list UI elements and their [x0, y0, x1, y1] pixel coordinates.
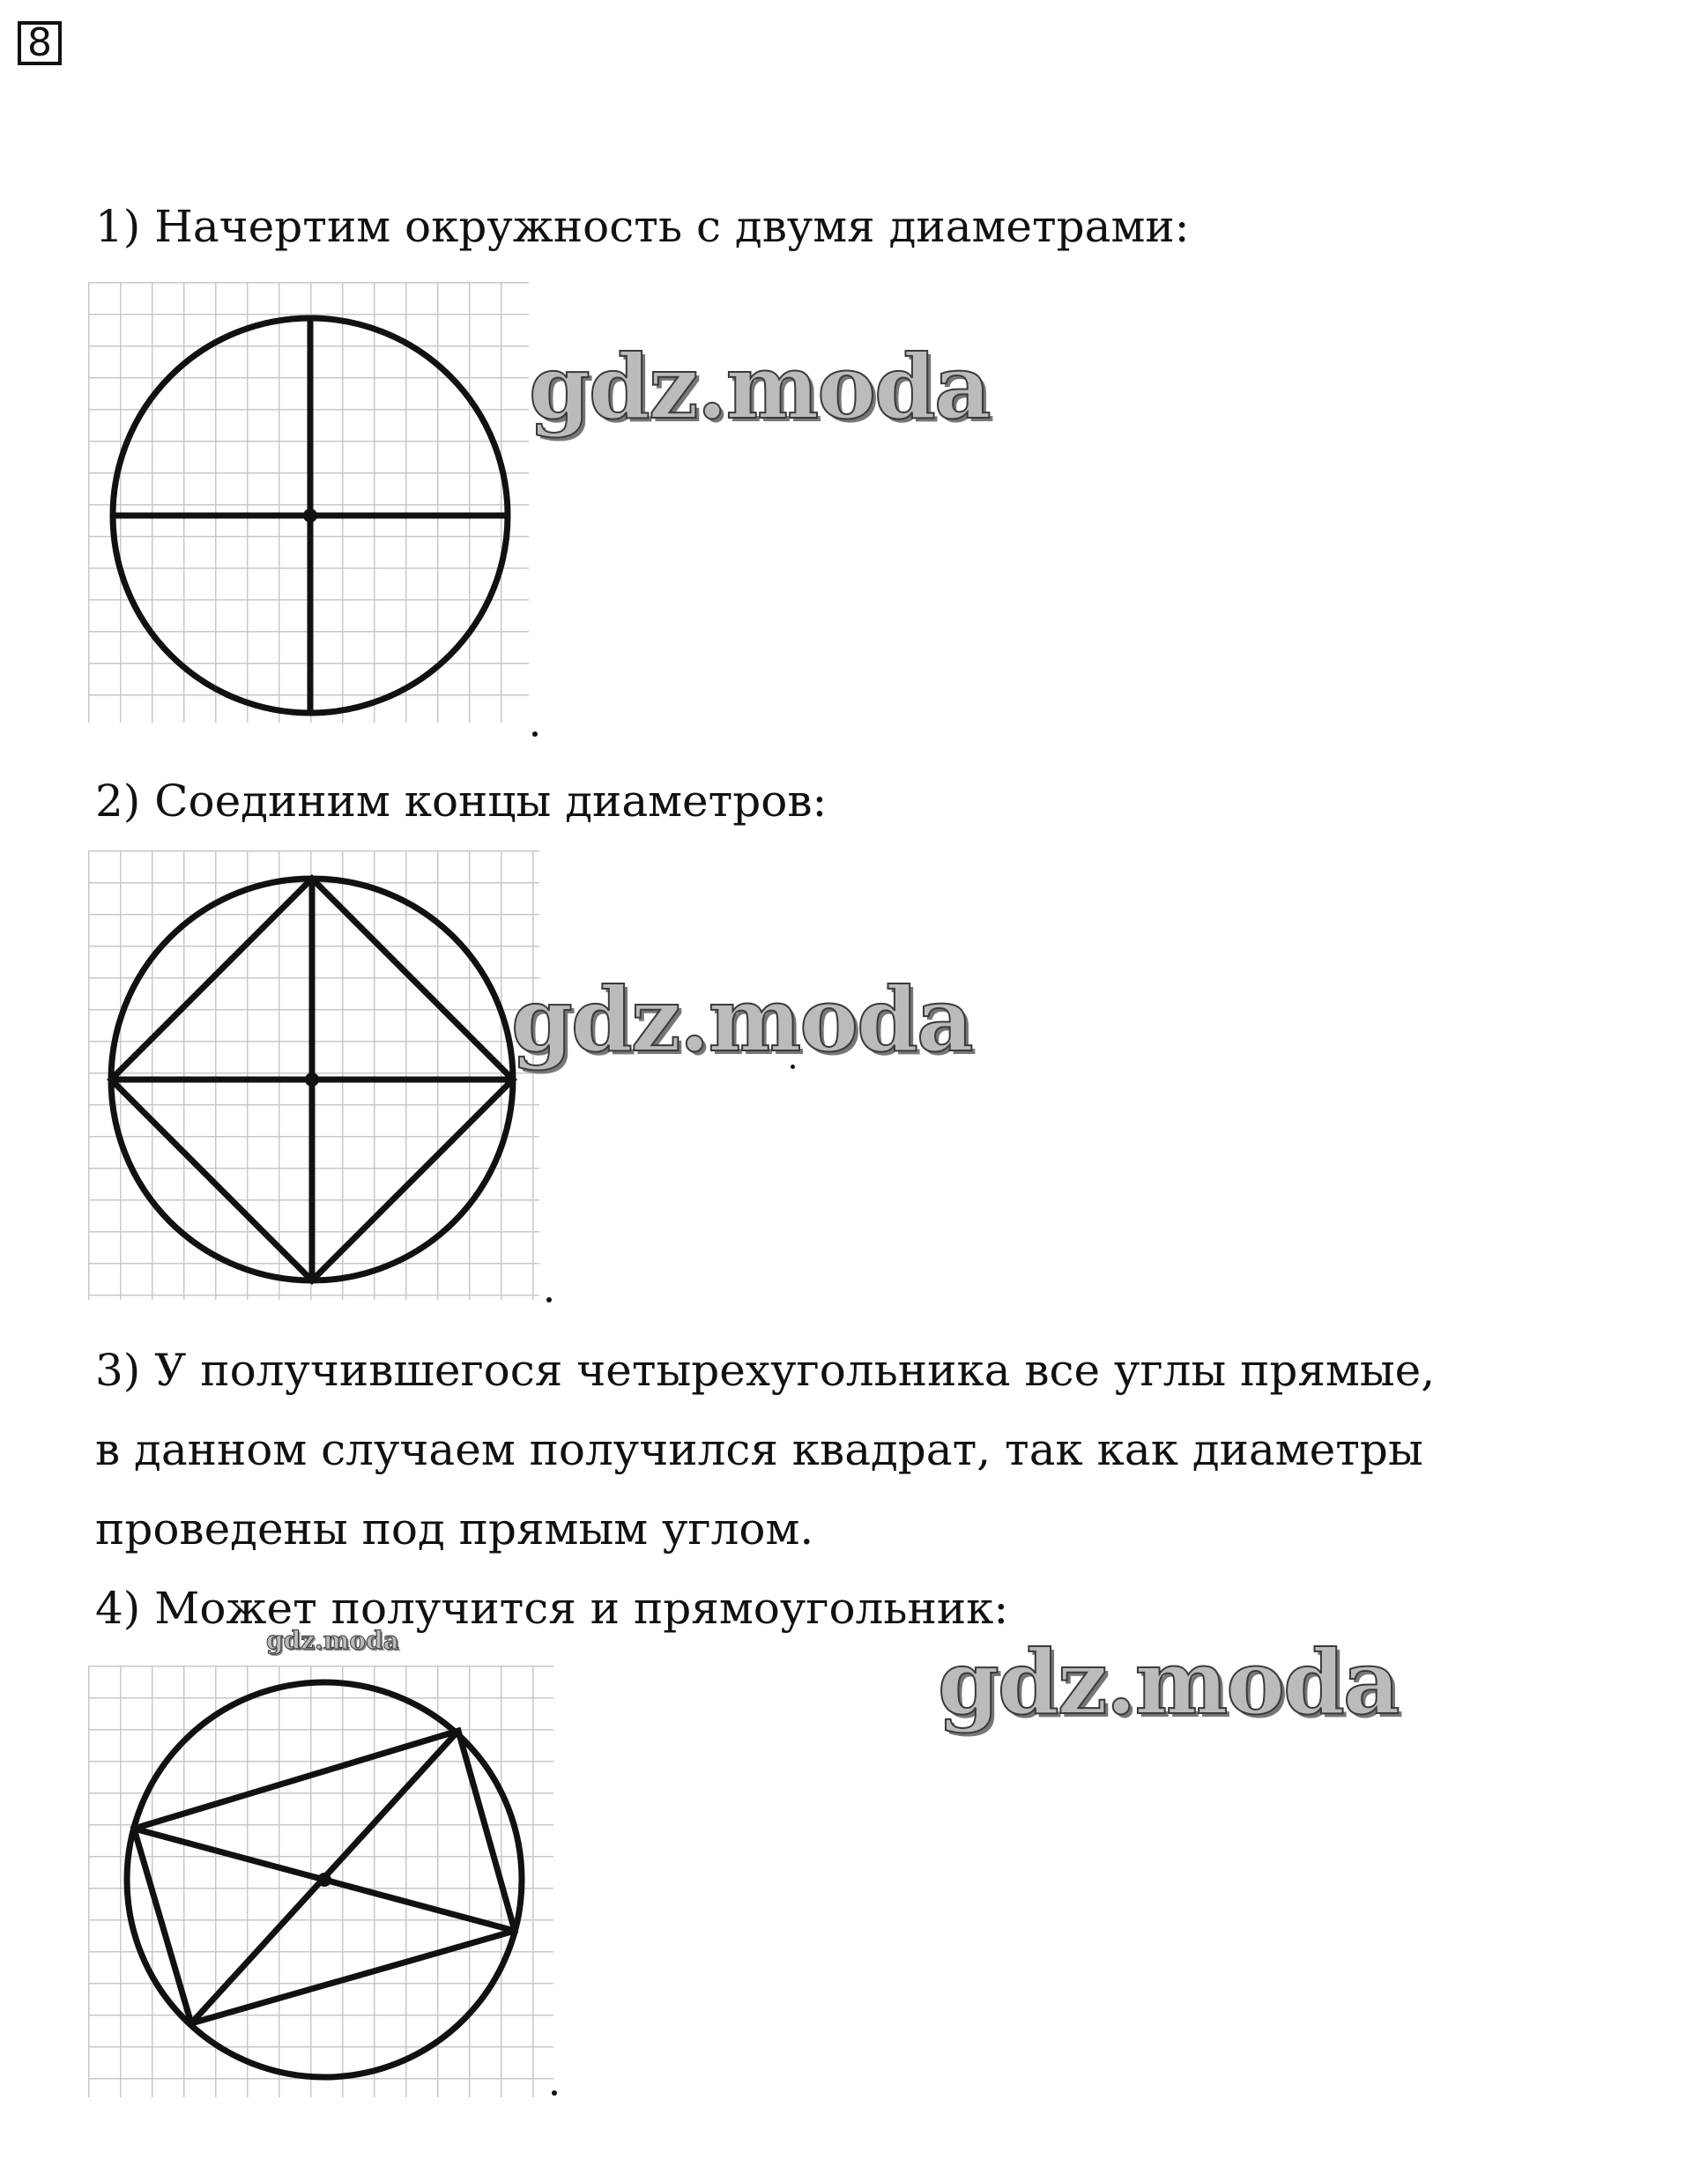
center-point: [305, 1072, 319, 1087]
period-mark: [552, 2090, 557, 2096]
step-3-text-line-2: в данном случаем получился квадрат, так как диаметры: [95, 1424, 1423, 1475]
figure-circle-diameters: [88, 282, 546, 740]
watermark-small: gdz.moda: [266, 1626, 399, 1655]
step-1-text: 1) Начертим окружность с двумя диаметрами:: [95, 201, 1190, 252]
figure-inscribed-rectangle: [88, 1666, 564, 2106]
watermark-3: gdz.moda: [938, 1630, 1399, 1734]
period-mark: [546, 1297, 552, 1302]
task-number-badge: 8: [18, 21, 62, 65]
center-point: [317, 1873, 331, 1887]
figure-inscribed-square: [88, 850, 546, 1309]
watermark-1: gdz.moda: [529, 335, 990, 439]
step-3-text-line-1: 3) У получившегося четырехугольника все углы прямые,: [95, 1345, 1436, 1396]
center-point: [303, 508, 317, 523]
step-3-text-line-3: проведены под прямым углом.: [95, 1503, 814, 1555]
watermark-2: gdz.moda: [511, 968, 972, 1072]
step-4-text: 4) Может получится и прямоугольник:: [95, 1583, 1009, 1634]
step-2-text: 2) Соединим концы диаметров:: [95, 776, 828, 827]
period-mark: [532, 731, 538, 737]
